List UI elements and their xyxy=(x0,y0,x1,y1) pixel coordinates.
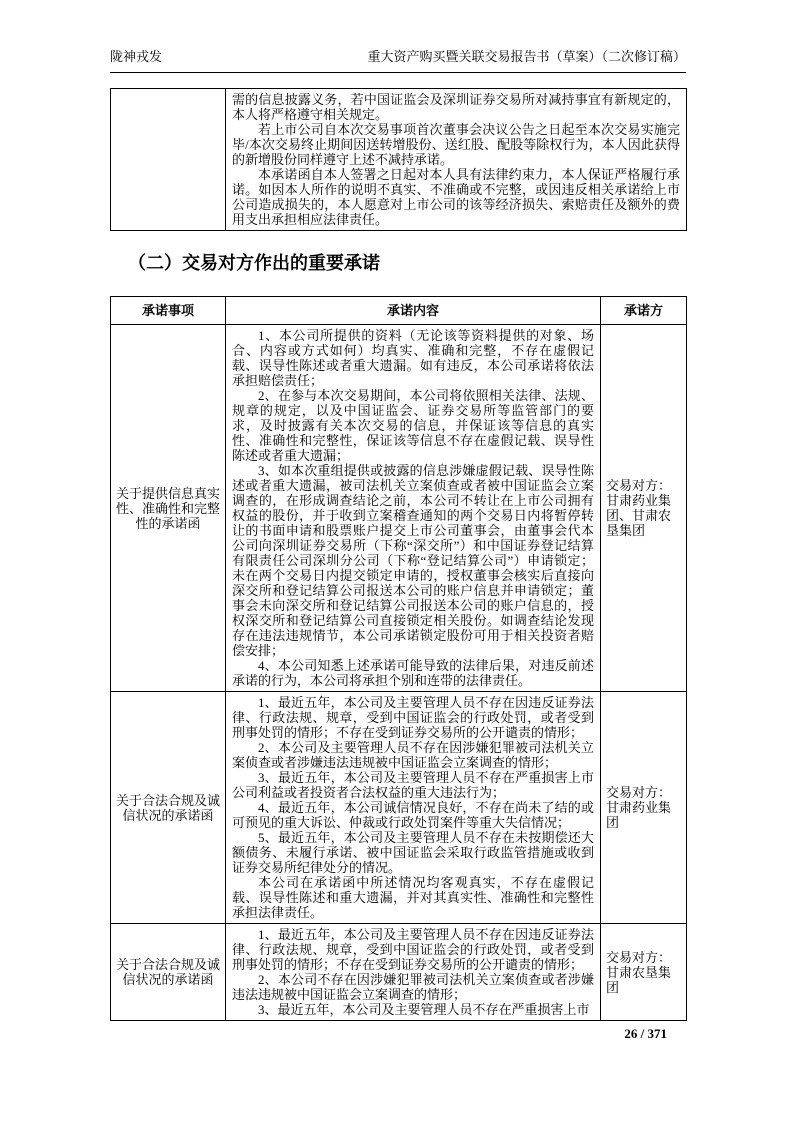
table-row xyxy=(111,89,687,231)
commitment-party: 交易对方：甘肃农垦集团 xyxy=(601,924,687,1021)
paragraph: 5、最近五年，本公司及主要管理人员不存在未按期偿还大额债务、未履行承诺、被中国证监会采取行政监管措施或收到证券交易所纪律处分的情况。 xyxy=(232,830,594,875)
commitment-item: 关于合法合规及诚信状况的承诺函 xyxy=(111,924,226,1021)
paragraph: 4、本公司知悉上述承诺可能导致的法律后果，对违反前述承诺的行为，本公司将承担个别和连带的法律责任。 xyxy=(232,658,594,688)
paragraph: 3、最近五年，本公司及主要管理人员不存在严重损害上市公司利益或者投资者合法权益的重大违法行为； xyxy=(232,770,594,800)
paragraph: 本公司在承诺函中所述情况均客观真实，不存在虚假记载、误导性陈述和重大遗漏，并对其真实性、准确性和完整性承担法律责任。 xyxy=(232,875,594,920)
commitment-table xyxy=(110,296,687,1021)
paragraph: 1、最近五年，本公司及主要管理人员不存在因违反证券法律、行政法规、规章，受到中国证监会的行政处罚，或者受到刑事处罚的情形；不存在受到证券交易所的公开谴责的情形； xyxy=(232,927,594,972)
header-right-text: 重大资产购买暨关联交易报告书（草案）（二次修订稿） xyxy=(367,49,686,64)
column-header-content: 承诺内容 xyxy=(226,297,601,325)
page-number: 26 / 371 xyxy=(624,1026,667,1041)
paragraph: 4、最近五年，本公司诚信情况良好，不存在尚未了结的或可预见的重大诉讼、仲裁或行政处罚案件等重大失信情况； xyxy=(232,800,594,830)
table-row xyxy=(111,325,687,692)
commitment-item: 关于合法合规及诚信状况的承诺函 xyxy=(111,692,226,924)
commitment-content xyxy=(226,325,601,692)
continuation-item-cell xyxy=(111,89,226,231)
section-heading: （二）交易对方作出的重要承诺 xyxy=(128,253,380,273)
header-left-text: 陇神戎发 xyxy=(110,49,163,64)
continuation-table xyxy=(110,88,687,231)
table-row xyxy=(111,924,687,1021)
paragraph: 若上市公司自本次交易事项首次董事会决议公告之日起至本次交易实施完毕/本次交易终止期间因送转增股份、送红股、配股等除权行为，本人因此获得的新增股份同样遵守上述不减持承诺。 xyxy=(232,122,680,167)
paragraph: 2、在参与本次交易期间，本公司将依照相关法律、法规、规章的规定，以及中国证监会、证券交易所等监管部门的要求，及时披露有关本次交易的信息，并保证该等信息的真实性、准确性和完整性，保证该等信息不存在虚假记载、误导性陈述或者重大遗漏； xyxy=(232,388,594,463)
paragraph: 本承诺函自本人签署之日起对本人具有法律约束力，本人保证严格履行承诺。如因本人所作的说明不真实、不准确或不完整，或因违反相关承诺给上市公司造成损失的，本人愿意对上市公司的该等经济损失、索赔责任及额外的费用支出承担相应法律责任。 xyxy=(232,167,680,227)
commitment-content xyxy=(226,692,601,924)
paragraph: 3、最近五年，本公司及主要管理人员不存在严重损害上市 xyxy=(258,1002,590,1017)
paragraph: 需的信息披露义务，若中国证监会及深圳证券交易所对减持事宜有新规定的，本人将严格遵守相关规定。 xyxy=(232,92,680,122)
commitment-party: 交易对方：甘肃药业集团 xyxy=(601,692,687,924)
continuation-content-cell xyxy=(226,89,687,231)
paragraph: 1、本公司所提供的资料（无论该等资料提供的对象、场合、内容或方式如何）均真实、准确和完整，不存在虚假记载、误导性陈述或者重大遗漏。如有违反，本公司承诺将依法承担赔偿责任； xyxy=(232,328,594,388)
commitment-party: 交易对方：甘肃药业集团、甘肃农垦集团 xyxy=(601,325,687,692)
paragraph: 3、如本次重组提供或披露的信息涉嫌虚假记载、误导性陈述或者重大遗漏，被司法机关立案侦查或者被中国证监会立案调查的，在形成调查结论之前，本公司不转让在上市公司拥有权益的股份，并于收到立案稽查通知的两个交易日内将暂停转让的书面申请和股票账户提交上市公司董事会，由董事会代本公司向深圳证券交易所（下称“深交所”）和中国证券登记结算有限责任公司深圳分公司（下称“登记结算公司”）申请锁定；未在两个交易日内提交锁定申请的，授权董事会核实后直接向深交所和登记结算公司报送本公司的账户信息并申请锁定；董事会未向深交所和登记结算公司报送本公司的账户信息的，授权深交所和登记结算公司直接锁定相关股份。如调查结论发现存在违法违规情节，本公司承诺锁定股份可用于相关投资者赔偿安排； xyxy=(232,463,594,658)
commitment-content xyxy=(226,924,601,1021)
table-row xyxy=(111,692,687,924)
column-header-item: 承诺事项 xyxy=(111,297,226,325)
page-header xyxy=(110,46,686,73)
table-header-row xyxy=(111,297,687,325)
paragraph: 2、本公司及主要管理人员不存在因涉嫌犯罪被司法机关立案侦查或者涉嫌违法违规被中国证监会立案调查的情形； xyxy=(232,740,594,770)
column-header-party: 承诺方 xyxy=(601,297,687,325)
commitment-item: 关于提供信息真实性、准确性和完整性的承诺函 xyxy=(111,325,226,692)
paragraph: 2、本公司不存在因涉嫌犯罪被司法机关立案侦查或者涉嫌违法违规被中国证监会立案调查的情形； xyxy=(232,972,594,1002)
paragraph: 1、最近五年，本公司及主要管理人员不存在因违反证券法律、行政法规、规章，受到中国证监会的行政处罚，或者受到刑事处罚的情形；不存在受到证券交易所的公开谴责的情形； xyxy=(232,695,594,740)
